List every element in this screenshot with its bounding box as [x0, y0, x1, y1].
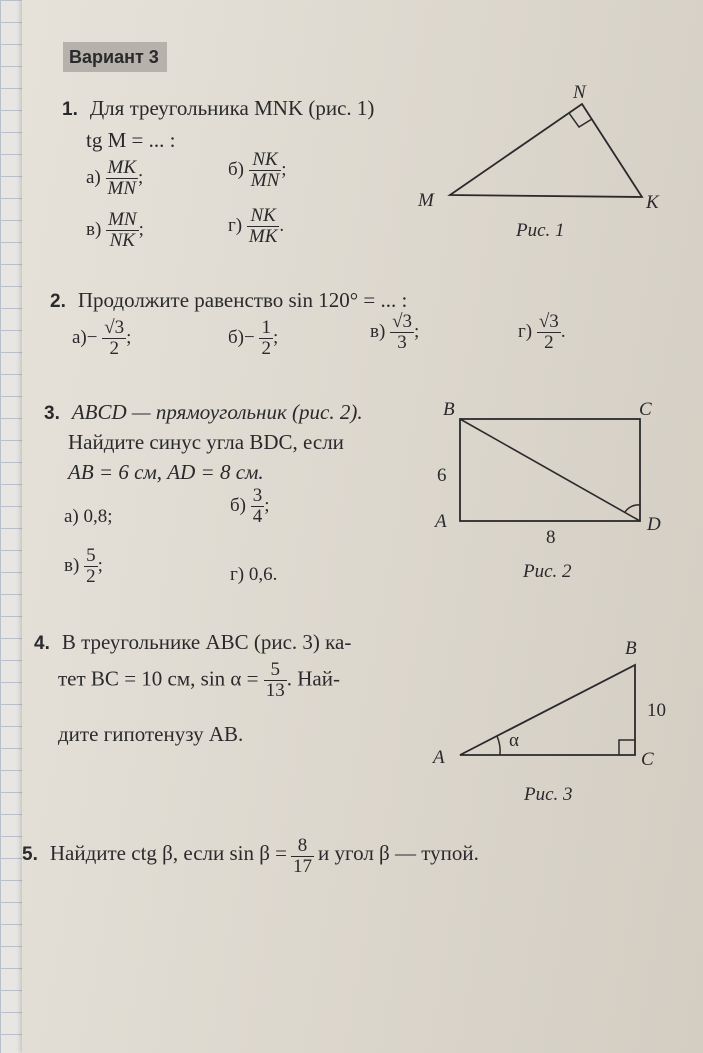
question-5-text-end: и угол β — тупой. — [318, 841, 479, 866]
q1-option-b[interactable] — [228, 150, 287, 191]
figure-1-caption: Рис. 1 — [516, 220, 565, 241]
vertex-b-label: B — [625, 638, 637, 659]
angle-arc-d — [625, 505, 640, 512]
q2-option-b-denominator: 2 — [261, 337, 271, 359]
q2-option-v-fraction — [390, 312, 414, 353]
q1-option-a-denominator: MN — [107, 177, 137, 199]
q2-option-a-numerator: √3 — [104, 317, 125, 338]
question-2 — [50, 288, 407, 313]
figure-2-caption: Рис. 2 — [523, 561, 572, 582]
q4-sin-numerator: 5 — [264, 660, 287, 681]
q2-option-g-fraction — [537, 312, 561, 353]
q5-sin-denominator: 17 — [293, 855, 313, 877]
q3-option-g-value: 0,6. — [248, 564, 278, 585]
question-2-number: 2. — [50, 291, 66, 312]
question-3-text-line-1: ABCD — прямоугольник (рис. 2). — [71, 400, 363, 424]
question-5-text-start: Найдите ctg β, если sin β = — [49, 841, 288, 866]
q4-sin-fraction — [264, 660, 287, 701]
q3-option-b-numerator: 3 — [252, 485, 263, 506]
q3-option-v-numerator: 5 — [86, 545, 96, 566]
q2-option-b-numerator: 1 — [261, 317, 271, 338]
q2-option-g-tail: . — [560, 320, 566, 342]
q3-option-b-fraction — [251, 486, 265, 527]
question-3-text-line-3: AB = 6 см, AD = 8 см. — [68, 460, 264, 484]
q3-option-v-tail: ; — [97, 554, 103, 576]
angle-alpha-label: α — [509, 730, 519, 751]
q2-option-g[interactable] — [518, 312, 566, 353]
question-3-text-line-2: Найдите синус угла BDC, если — [68, 430, 344, 454]
angle-alpha-arc — [497, 736, 500, 755]
q1-option-g-fraction — [247, 206, 280, 247]
q2-option-a[interactable] — [72, 318, 131, 359]
q2-option-g-denominator: 2 — [544, 331, 554, 353]
q1-option-b-tail: ; — [281, 158, 287, 180]
q2-option-a-tail: ; — [126, 326, 132, 348]
vertex-c-label: C — [639, 399, 652, 420]
q3-option-g-label: г) — [230, 564, 245, 585]
q1-option-b-fraction — [249, 150, 282, 191]
question-4-text-line-2-start: тет BC = 10 см, sin α = — [58, 666, 259, 691]
q1-option-b-denominator: MN — [250, 169, 280, 191]
q1-option-v-numerator: MN — [108, 209, 137, 230]
q2-option-b-tail: ; — [272, 326, 279, 348]
figure-3-triangle-abc — [425, 630, 690, 810]
vertex-k-label: K — [646, 192, 659, 213]
question-4-text-line-2 — [58, 660, 340, 701]
triangle-mnk-shape — [450, 104, 642, 197]
q2-option-v-tail: ; — [414, 320, 420, 342]
question-5-number: 5. — [22, 844, 38, 866]
vertex-n-label: N — [573, 82, 586, 103]
q2-option-a-fraction — [102, 318, 126, 359]
vertex-c-label: C — [641, 749, 654, 770]
q2-option-v-denominator: 3 — [397, 331, 407, 353]
figure-1-triangle-mnk — [410, 80, 680, 250]
q1-option-v-label: в) — [86, 218, 102, 240]
q2-option-a-label: а) — [72, 326, 87, 348]
q1-option-b-numerator: NK — [249, 150, 282, 171]
triangle-abc-shape — [460, 665, 635, 755]
question-5 — [22, 836, 479, 877]
question-4-text-line-3: дите гипотенузу AB. — [58, 722, 244, 746]
q2-option-a-sign: − — [86, 326, 98, 348]
q1-option-a-fraction — [106, 158, 139, 199]
diagonal-bd — [460, 419, 640, 521]
q3-option-a[interactable] — [64, 506, 113, 528]
vertex-d-label: D — [647, 514, 661, 535]
q1-option-g-denominator: MK — [248, 225, 278, 247]
q2-option-g-label: г) — [518, 320, 533, 342]
q3-option-v-label: в) — [64, 554, 80, 576]
vertex-b-label: B — [443, 399, 455, 420]
q1-option-g-numerator: NK — [247, 206, 280, 227]
q1-option-g-label: г) — [228, 214, 243, 236]
side-ad-length: 8 — [546, 527, 556, 548]
q1-option-v-tail: ; — [138, 218, 144, 240]
question-2-text: Продолжите равенство sin 120° = ... : — [77, 288, 408, 312]
side-ab-length: 6 — [437, 465, 447, 486]
q2-option-b-label: б) — [228, 326, 244, 348]
figure-2-rectangle-abcd — [425, 395, 685, 590]
question-4-number: 4. — [34, 633, 50, 654]
question-4-text-line-1: В треугольнике ABC (рис. 3) ка- — [61, 630, 352, 654]
q3-option-a-label: а) — [64, 506, 79, 527]
q3-option-b-label: б) — [230, 494, 246, 516]
q2-option-b-fraction — [259, 318, 273, 359]
side-bc-length: 10 — [647, 700, 666, 721]
q3-option-v[interactable] — [64, 546, 103, 587]
right-angle-mark-c — [619, 740, 635, 755]
question-3 — [44, 400, 363, 425]
figure-3-caption: Рис. 3 — [524, 784, 573, 805]
q3-option-v-denominator: 2 — [86, 565, 96, 587]
q1-option-v-fraction — [106, 210, 139, 251]
q3-option-b[interactable] — [230, 486, 270, 527]
q2-option-v-numerator: √3 — [392, 311, 412, 332]
q5-sin-fraction — [291, 836, 314, 877]
question-1-number: 1. — [62, 99, 78, 120]
q2-option-b-sign: − — [244, 326, 255, 348]
vertex-m-label: M — [418, 190, 434, 211]
q1-option-a[interactable] — [86, 158, 143, 199]
q1-option-v[interactable] — [86, 210, 144, 251]
q2-option-b[interactable] — [228, 318, 278, 359]
q3-option-b-denominator: 4 — [252, 505, 263, 527]
question-4 — [34, 630, 351, 655]
q1-option-g[interactable] — [228, 206, 284, 247]
vertex-a-label: A — [435, 511, 447, 532]
q1-option-g-tail: . — [279, 214, 285, 236]
q4-sin-denominator: 13 — [265, 679, 285, 701]
q2-option-v[interactable] — [370, 312, 419, 353]
q5-sin-numerator: 8 — [291, 836, 314, 857]
question-4-text-line-2-end: . Най- — [286, 666, 340, 691]
q2-option-v-label: в) — [370, 320, 386, 342]
vertex-a-label: A — [433, 747, 445, 768]
q3-option-g[interactable] — [230, 564, 277, 586]
q2-option-a-denominator: 2 — [109, 337, 119, 359]
q1-option-a-tail: ; — [138, 166, 144, 188]
q1-option-b-label: б) — [228, 158, 244, 180]
q3-option-v-fraction — [84, 546, 98, 587]
q3-option-a-value: 0,8; — [83, 506, 113, 527]
q1-option-v-denominator: NK — [109, 229, 135, 251]
q3-option-b-tail: ; — [264, 494, 270, 516]
variant-header: Вариант 3 — [63, 42, 167, 72]
q2-option-g-numerator: √3 — [538, 311, 559, 332]
question-1 — [62, 96, 374, 121]
question-1-expression: tg M = ... : — [86, 128, 176, 152]
q1-option-a-numerator: MK — [107, 157, 137, 178]
question-1-text: Для треугольника MNK (рис. 1) — [89, 96, 375, 120]
question-3-number: 3. — [44, 403, 60, 424]
q1-option-a-label: а) — [86, 166, 101, 188]
